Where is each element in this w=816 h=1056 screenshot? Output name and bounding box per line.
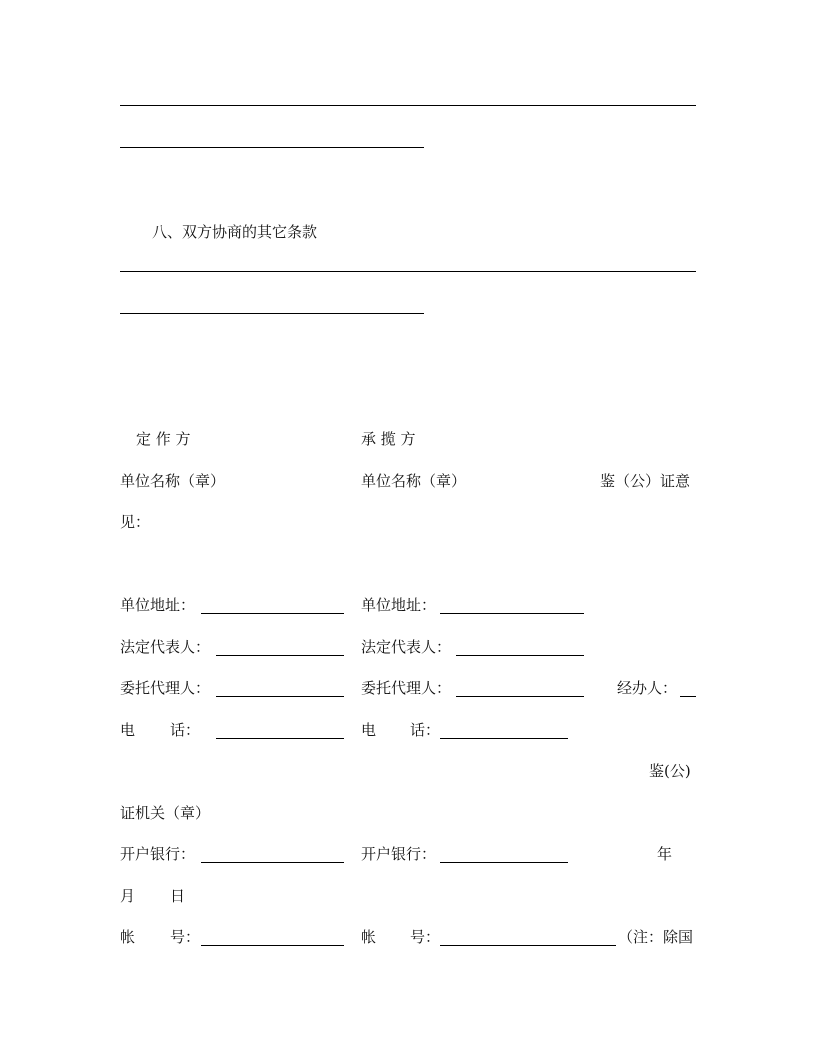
middle-bank-field[interactable]	[440, 862, 568, 863]
notary-opinion-label-end: 见：	[120, 513, 151, 531]
notary-opinion-label: 鉴（公）证意	[600, 472, 691, 490]
middle-bank-label: 开户银行：	[361, 845, 437, 863]
blank-line-1[interactable]	[120, 105, 696, 106]
middle-legal-rep-field[interactable]	[456, 655, 584, 656]
left-phone-label-a: 电	[120, 721, 136, 739]
section8-blank-line-1[interactable]	[120, 271, 696, 272]
middle-legal-rep-label: 法定代表人：	[361, 638, 452, 656]
left-legal-rep-field[interactable]	[216, 655, 344, 656]
notary-handler-field[interactable]	[680, 696, 696, 697]
middle-address-label: 单位地址：	[361, 596, 437, 614]
middle-agent-field[interactable]	[456, 696, 584, 697]
left-address-label: 单位地址：	[120, 596, 196, 614]
note-start: （注：除国	[618, 928, 694, 946]
left-unit-name-label: 单位名称（章）	[120, 472, 226, 490]
blank-line-2[interactable]	[120, 147, 424, 148]
left-agent-label: 委托代理人：	[120, 679, 211, 697]
left-account-field[interactable]	[201, 945, 344, 946]
left-bank-label: 开户银行：	[120, 845, 196, 863]
left-bank-field[interactable]	[201, 862, 344, 863]
left-phone-label-b: 话：	[170, 721, 201, 739]
left-agent-field[interactable]	[216, 696, 344, 697]
middle-account-label-b: 号：	[410, 928, 441, 946]
contractor-heading: 承 揽 方	[361, 430, 416, 448]
left-account-label-a: 帐	[120, 928, 136, 946]
middle-account-label-a: 帐	[361, 928, 377, 946]
middle-agent-label: 委托代理人：	[361, 679, 452, 697]
date-year-label: 年	[657, 845, 673, 863]
middle-phone-label-a: 电	[361, 721, 377, 739]
section8-heading: 八、双方协商的其它条款	[152, 223, 318, 241]
section8-blank-line-2[interactable]	[120, 313, 424, 314]
left-address-field[interactable]	[201, 613, 344, 614]
notary-authority-label: 鉴(公)	[649, 762, 691, 780]
notary-handler-label: 经办人：	[617, 679, 678, 697]
left-account-label-b: 号：	[170, 928, 201, 946]
ordering-party-heading: 定 作 方	[136, 430, 191, 448]
left-phone-field[interactable]	[216, 738, 344, 739]
left-legal-rep-label: 法定代表人：	[120, 638, 211, 656]
middle-account-field[interactable]	[440, 945, 616, 946]
middle-unit-name-label: 单位名称（章）	[361, 472, 467, 490]
date-day-label: 日	[170, 887, 186, 905]
middle-phone-label-b: 话：	[410, 721, 441, 739]
middle-phone-field[interactable]	[440, 738, 568, 739]
middle-address-field[interactable]	[440, 613, 584, 614]
notary-authority-label-end: 证机关（章）	[120, 804, 211, 822]
date-month-label: 月	[120, 887, 136, 905]
